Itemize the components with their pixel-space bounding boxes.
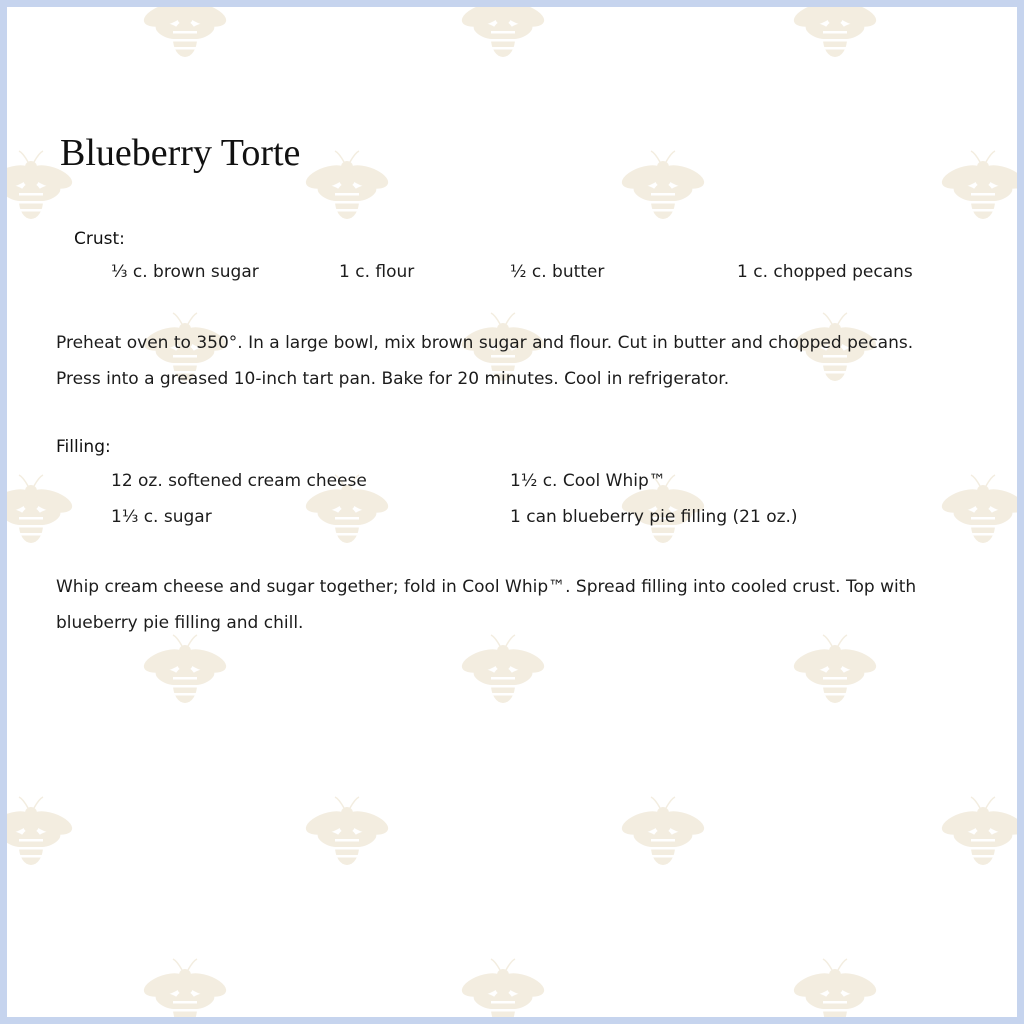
crust-ingredient: 1 c. flour xyxy=(339,262,415,282)
recipe-content xyxy=(7,7,1017,1017)
instruction-line: Press into a greased 10-inch tart pan. Bake for 20 minutes. Cool in refrigerator. xyxy=(56,369,730,389)
crust-ingredient: ⅓ c. brown sugar xyxy=(111,262,259,282)
filling-ingredient: 1 can blueberry pie filling (21 oz.) xyxy=(510,507,798,527)
crust-ingredient: ½ c. butter xyxy=(510,262,605,282)
crust-ingredient: 1 c. chopped pecans xyxy=(737,262,913,282)
filling-ingredient: 12 oz. softened cream cheese xyxy=(111,471,367,491)
instruction-line: blueberry pie filling and chill. xyxy=(56,613,304,633)
filling-instructions xyxy=(56,569,966,641)
recipe-title: Blueberry Torte xyxy=(60,132,301,174)
crust-instructions xyxy=(56,325,966,397)
instruction-line: Preheat oven to 350°. In a large bowl, mix brown sugar and flour. Cut in butter and chopped pecans. xyxy=(56,333,914,353)
filling-label: Filling: xyxy=(56,437,111,457)
crust-label: Crust: xyxy=(74,229,125,249)
filling-ingredient: 1⅓ c. sugar xyxy=(111,507,212,527)
filling-ingredient: 1½ c. Cool Whip™ xyxy=(510,471,666,491)
instruction-line: Whip cream cheese and sugar together; fold in Cool Whip™. Spread filling into cooled crust. Top with xyxy=(56,577,917,597)
